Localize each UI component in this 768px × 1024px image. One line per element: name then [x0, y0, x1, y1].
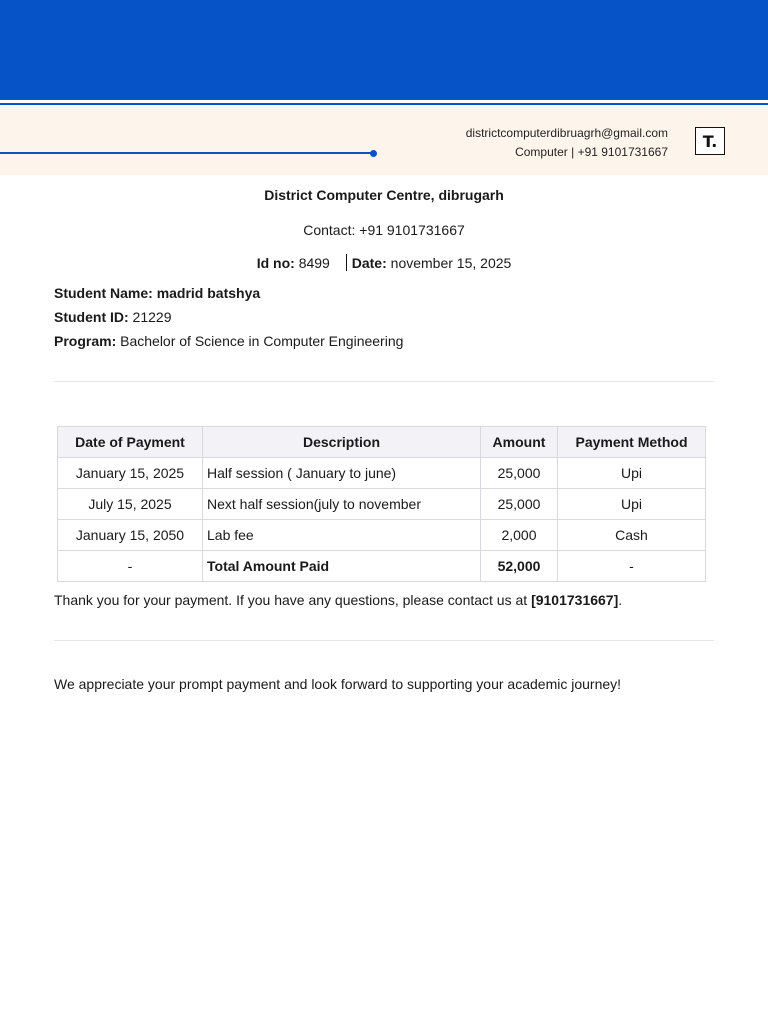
- total-method: -: [558, 551, 706, 582]
- thanks-text: [54, 592, 622, 608]
- cell-method: Upi: [558, 489, 706, 520]
- table-header-row: [58, 427, 706, 458]
- cell-description: Next half session(july to november: [203, 489, 481, 520]
- cell-date: January 15, 2050: [58, 520, 203, 551]
- student-name-label: Student Name:: [54, 285, 153, 301]
- header-method: Payment Method: [558, 427, 706, 458]
- student-id-row: [54, 309, 171, 325]
- cell-method: Cash: [558, 520, 706, 551]
- header-date: Date of Payment: [58, 427, 203, 458]
- header-description: Description: [203, 427, 481, 458]
- header-amount: Amount: [481, 427, 558, 458]
- header-email[interactable]: districtcomputerdibruagrh@gmail.com: [465, 126, 668, 140]
- date-value: november 15, 2025: [390, 255, 512, 271]
- contact-strip: [0, 107, 768, 175]
- centre-name: District Computer Centre, dibrugarh: [264, 187, 504, 203]
- id-value: 8499: [298, 255, 330, 271]
- table-row: [58, 520, 706, 551]
- program-row: [54, 333, 403, 349]
- header-phone: Computer | +91 9101731667: [515, 145, 668, 159]
- thanks-end: .: [618, 592, 623, 608]
- total-label: Total Amount Paid: [203, 551, 481, 582]
- id-date-line: [0, 254, 768, 271]
- date-label: Date:: [351, 255, 387, 271]
- student-id-label: Student ID:: [54, 309, 129, 325]
- logo-icon: T.: [695, 127, 725, 155]
- student-name-row: [54, 285, 260, 301]
- student-name-value: madrid batshya: [156, 285, 261, 301]
- divider-bottom: [54, 640, 714, 641]
- thanks-contact-number: [9101731667]: [531, 592, 619, 608]
- id-separator: [346, 254, 347, 271]
- cell-date: July 15, 2025: [58, 489, 203, 520]
- cell-method: Upi: [558, 458, 706, 489]
- student-id-value: 21229: [132, 309, 172, 325]
- appreciation-text: We appreciate your prompt payment and look forward to supporting your academic journey!: [54, 676, 622, 692]
- payments-table: [57, 426, 706, 582]
- table-row: [58, 489, 706, 520]
- total-amount: 52,000: [481, 551, 558, 582]
- cell-date: January 15, 2025: [58, 458, 203, 489]
- divider-top: [54, 381, 714, 382]
- thanks-message: Thank you for your payment. If you have any questions, please contact us at: [54, 592, 532, 608]
- id-label: Id no:: [256, 255, 295, 271]
- cell-amount: 25,000: [481, 458, 558, 489]
- program-label: Program:: [54, 333, 117, 349]
- total-date: -: [58, 551, 203, 582]
- top-banner: [0, 0, 768, 100]
- accent-dot: [370, 150, 377, 157]
- table-row: [58, 458, 706, 489]
- program-value: Bachelor of Science in Computer Engineering: [120, 333, 404, 349]
- accent-line: [0, 152, 372, 154]
- cell-amount: 25,000: [481, 489, 558, 520]
- cell-description: Half session ( January to june): [203, 458, 481, 489]
- table-total-row: [58, 551, 706, 582]
- cell-description: Lab fee: [203, 520, 481, 551]
- cell-amount: 2,000: [481, 520, 558, 551]
- banner-rule: [0, 103, 768, 105]
- contact-line: Contact: +91 9101731667: [303, 222, 465, 238]
